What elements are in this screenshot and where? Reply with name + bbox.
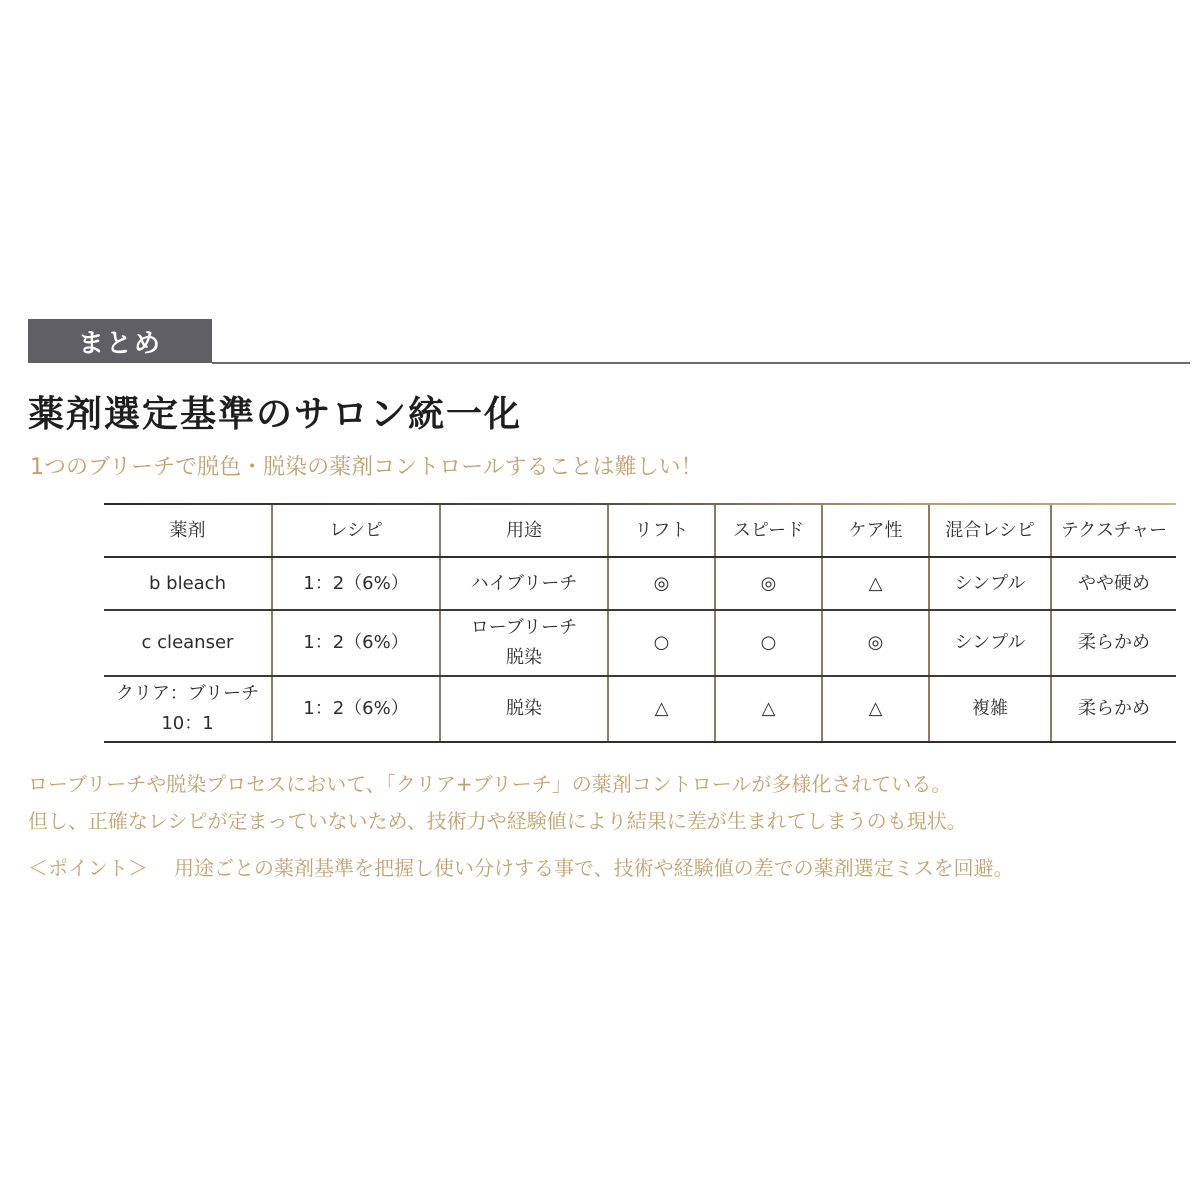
cell-use	[440, 557, 608, 610]
section-tag: まとめ	[28, 319, 212, 363]
cell-agent-line: 10：1	[161, 713, 214, 734]
cell-mix: シンプル	[929, 610, 1051, 676]
table-row	[104, 676, 1176, 742]
cell-speed: △	[715, 676, 822, 742]
point-label: ＜ポイント＞	[28, 856, 148, 880]
cell-recipe: 1：2（6%）	[272, 676, 440, 742]
body-text-line: ローブリーチや脱染プロセスにおいて、「クリア+ブリーチ」の薬剤コントロールが多様化されている。	[28, 772, 952, 796]
cell-lift: ○	[608, 610, 715, 676]
header-lift: リフト	[608, 505, 715, 557]
cell-lift: ◎	[608, 557, 715, 610]
table-row	[104, 557, 1176, 610]
header-texture: テクスチャー	[1051, 505, 1176, 557]
cell-texture: やや硬め	[1051, 557, 1176, 610]
body-text-line: 但し、正確なレシピが定まっていないため、技術力や経験値により結果に差が生まれてしまうのも現状。	[28, 809, 967, 833]
cell-use-line: 脱染	[506, 647, 542, 668]
header-care: ケア性	[822, 505, 929, 557]
point-text: 用途ごとの薬剤基準を把握し使い分けする事で、技術や経験値の差での薬剤選定ミスを回避。	[174, 856, 1014, 880]
cell-agent-line: クリア：ブリーチ	[115, 683, 260, 704]
cell-use-line: ハイブリーチ	[470, 572, 578, 594]
header-recipe: レシピ	[272, 505, 440, 557]
cell-texture: 柔らかめ	[1051, 676, 1176, 742]
table-header-row	[104, 505, 1176, 557]
cell-agent	[104, 557, 272, 610]
cell-use	[440, 676, 608, 742]
cell-agent	[104, 610, 272, 676]
subtitle: 1つのブリーチで脱色・脱染の薬剤コントロールすることは難しい！	[30, 455, 703, 480]
page-title: 薬剤選定基準のサロン統一化	[28, 393, 523, 435]
cell-agent-line: b bleach	[149, 572, 226, 594]
cell-care: △	[822, 676, 929, 742]
cell-mix: シンプル	[929, 557, 1051, 610]
cell-care: ◎	[822, 610, 929, 676]
cell-use-line: ローブリーチ	[470, 617, 578, 638]
cell-recipe: 1：2（6%）	[272, 610, 440, 676]
cell-lift: △	[608, 676, 715, 742]
cell-speed: ◎	[715, 557, 822, 610]
cell-mix: 複雑	[929, 676, 1051, 742]
header-use: 用途	[440, 505, 608, 557]
cell-recipe: 1：2（6%）	[272, 557, 440, 610]
cell-use-line: 脱染	[506, 698, 542, 719]
comparison-table	[104, 503, 1176, 743]
header-rule	[212, 362, 1190, 364]
cell-speed: ○	[715, 610, 822, 676]
cell-agent-line: c cleanser	[141, 632, 234, 653]
cell-care: △	[822, 557, 929, 610]
point-line	[28, 852, 1014, 881]
header-agent: 薬剤	[104, 505, 272, 557]
cell-use	[440, 610, 608, 676]
header-speed: スピード	[715, 505, 822, 557]
cell-texture: 柔らかめ	[1051, 610, 1176, 676]
cell-agent	[104, 676, 272, 742]
table-row	[104, 610, 1176, 676]
header-mix: 混合レシピ	[929, 505, 1051, 557]
